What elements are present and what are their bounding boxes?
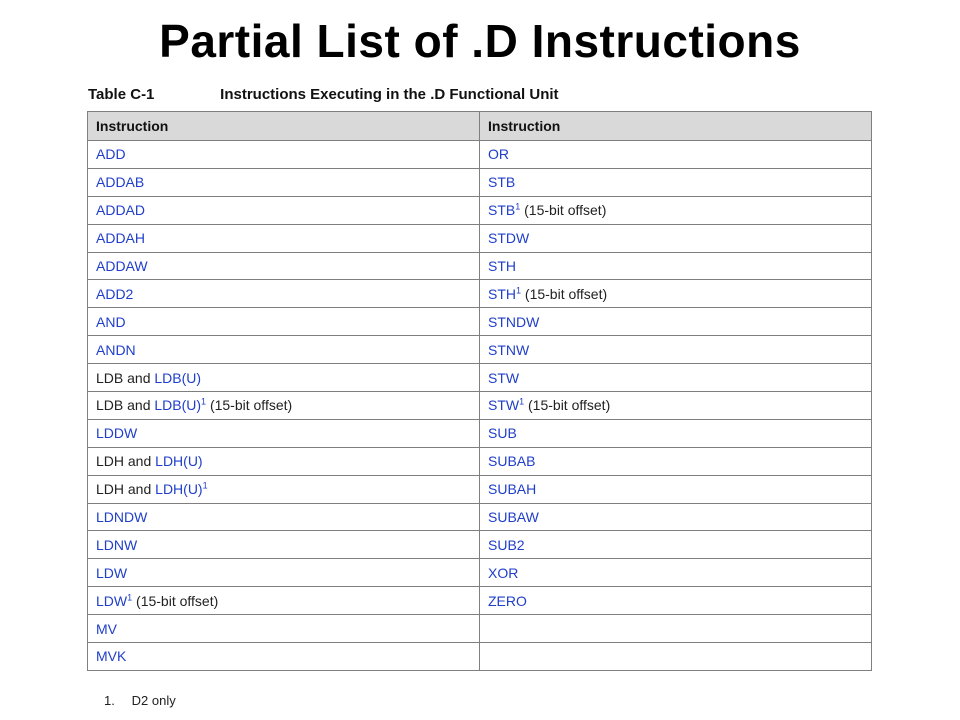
table-cell-left [88,252,480,280]
instruction-link[interactable]: MVK [96,648,127,665]
instruction-link[interactable]: LDB(U) [154,397,202,414]
table-row [88,168,872,196]
table-row [88,559,872,587]
table-cell-right [480,531,872,559]
instruction-link[interactable]: LDW [96,564,128,581]
table-caption-title: Instructions Executing in the .D Functional Unit [220,86,559,103]
table-cell-right [480,168,872,196]
instruction-link[interactable]: AND [96,313,126,330]
table-cell-left [88,224,480,252]
table-row [88,308,872,336]
table-row [88,587,872,615]
footnote-text: D2 only [131,693,176,708]
table-cell-left [88,280,480,308]
table-caption-number: Table C-1 [88,86,155,103]
instruction-link[interactable]: STDW [488,230,530,247]
instruction-link[interactable]: STB [488,174,516,191]
table-cell-left [88,643,480,671]
instruction-link[interactable]: SUBAB [488,453,536,470]
instruction-link[interactable]: STB [488,202,516,219]
table-cell-right [480,196,872,224]
page-title: Partial List of .D Instructions [159,15,801,67]
table-cell-left [88,447,480,475]
instruction-link[interactable]: ANDN [96,341,136,358]
table-cell-right [480,252,872,280]
table-body [88,141,872,671]
table-cell-left [88,419,480,447]
table-cell-right [480,587,872,615]
table-row [88,475,872,503]
footnote-marker: 1 [127,592,133,603]
instruction-link[interactable]: SUBAH [488,481,537,498]
table-cell-right [480,419,872,447]
cell-text: LDH and [96,481,156,498]
instruction-link[interactable]: ADD2 [96,285,134,302]
cell-text: LDB and [96,369,155,386]
table-row [88,224,872,252]
cell-text: (15-bit offset) [520,202,607,219]
table-cell-right [480,503,872,531]
instruction-link[interactable]: ZERO [488,592,527,609]
footnote-marker: 1 [515,201,521,212]
table-row [88,503,872,531]
table-cell-right [480,615,872,643]
instruction-link[interactable]: LDH(U) [155,453,203,470]
table-cell-right [480,392,872,420]
column-header-instruction-right: Instruction [480,112,872,141]
cell-text: (15-bit offset) [524,397,611,414]
instruction-link[interactable]: LDNDW [96,509,148,526]
table-cell-right [480,280,872,308]
cell-text: (15-bit offset) [132,592,219,609]
table-cell-left [88,196,480,224]
instruction-link[interactable]: LDDW [96,425,138,442]
instruction-link[interactable]: SUB [488,425,517,442]
table-cell-left [88,392,480,420]
table-cell-left [88,587,480,615]
cell-text: LDB and [96,397,155,414]
instruction-link[interactable]: ADD [96,146,126,163]
instruction-link[interactable]: STH [488,258,516,274]
footnote-marker: 1 [519,396,525,407]
table-row [88,280,872,308]
table-cell-left [88,531,480,559]
instruction-link[interactable]: LDB(U) [154,369,202,386]
instruction-link[interactable]: ADDAW [96,258,148,274]
instruction-link[interactable]: STNDW [488,313,540,330]
table-row [88,531,872,559]
instruction-link[interactable]: STH [488,285,516,302]
table-cell-left [88,559,480,587]
table-cell-right [480,336,872,364]
instruction-link[interactable]: STW [488,397,520,414]
table-cell-right [480,308,872,336]
table-row [88,643,872,671]
instruction-link[interactable]: STW [488,369,520,386]
instruction-link[interactable]: STNW [488,341,530,358]
table-cell-right [480,364,872,392]
instruction-link[interactable]: OR [488,146,509,163]
instruction-link[interactable]: SUBAW [488,509,539,526]
table-row [88,364,872,392]
table-cell-left [88,308,480,336]
instruction-link[interactable]: LDW [96,592,128,609]
footnote-number: 1. [104,693,115,708]
table-row [88,447,872,475]
table-cell-left [88,364,480,392]
instruction-link[interactable]: XOR [488,564,519,581]
table-cell-left [88,475,480,503]
table-footnote [104,693,176,708]
instruction-link[interactable]: ADDAB [96,174,145,191]
cell-text: (15-bit offset) [521,285,608,302]
footnote-marker: 1 [201,396,207,407]
table-cell-right [480,447,872,475]
table-cell-left [88,503,480,531]
table-cell-right [480,475,872,503]
table-row [88,615,872,643]
cell-text: LDH and [96,453,156,470]
table-cell-right [480,141,872,169]
cell-text: (15-bit offset) [206,397,293,414]
table-row [88,141,872,169]
table-cell-left [88,336,480,364]
table-cell-right [480,224,872,252]
table-row [88,419,872,447]
footnote-marker: 1 [516,285,522,296]
table-row [88,252,872,280]
instruction-link[interactable]: SUB2 [488,536,525,553]
table-cell-right [480,643,872,671]
instruction-link[interactable]: ADDAD [96,202,146,219]
table-header-row [88,112,872,141]
table-row [88,196,872,224]
footnote-marker: 1 [202,480,208,491]
table-cell-right [480,559,872,587]
instruction-table [87,111,872,671]
instruction-link[interactable]: LDH(U) [155,481,203,498]
instruction-link[interactable]: MV [96,620,117,637]
instruction-link[interactable]: ADDAH [96,230,146,247]
table-row [88,336,872,364]
table-cell-left [88,168,480,196]
column-header-instruction-left: Instruction [88,112,480,141]
table-caption [88,86,559,103]
table-cell-left [88,615,480,643]
table-cell-left [88,141,480,169]
table-row [88,392,872,420]
instruction-link[interactable]: LDNW [96,536,138,553]
